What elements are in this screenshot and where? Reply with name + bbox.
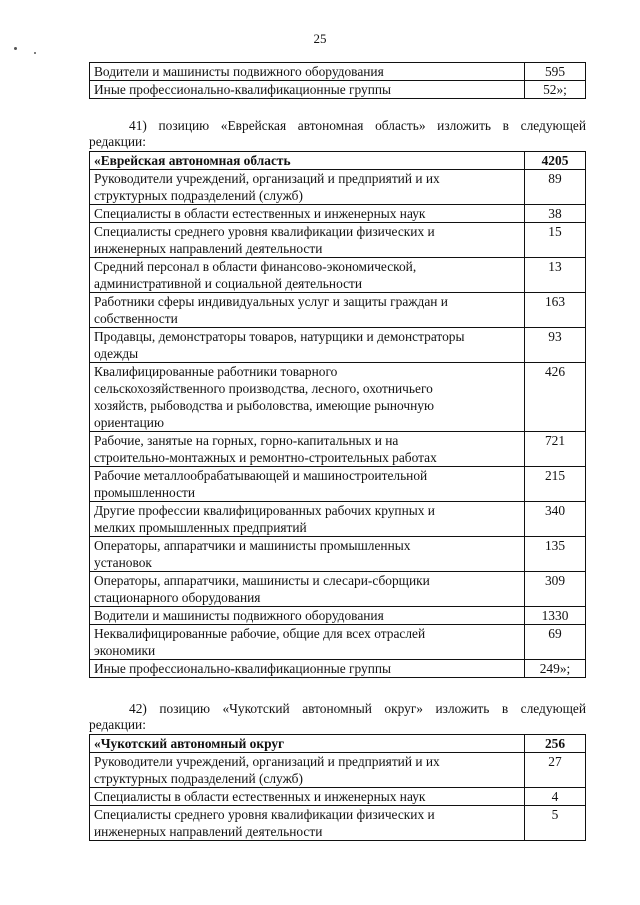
- table-row: [90, 81, 586, 99]
- row-label: [90, 607, 525, 625]
- row-label-line: установок: [94, 555, 152, 570]
- section-41-intro-continued: редакции:: [89, 134, 146, 149]
- row-label-line: ориентацию: [94, 415, 164, 430]
- row-label-line: Специалисты в области естественных и инженерных наук: [94, 206, 426, 221]
- row-value: 249»;: [525, 660, 586, 678]
- row-label-line: Операторы, аппаратчики и машинисты промышленных: [94, 538, 411, 553]
- row-value: 595: [525, 63, 586, 81]
- table-row: [90, 328, 586, 363]
- table-row: [90, 205, 586, 223]
- table-section-41: [89, 151, 586, 678]
- row-value: 89: [525, 170, 586, 205]
- row-label-line: промышленности: [94, 485, 196, 500]
- row-value: 93: [525, 328, 586, 363]
- row-label: [90, 660, 525, 678]
- row-label: [90, 572, 525, 607]
- table-row: [90, 363, 586, 432]
- table-header-row: [90, 735, 586, 753]
- section-42-intro: [89, 701, 586, 717]
- row-value: 15: [525, 223, 586, 258]
- table-row: [90, 502, 586, 537]
- row-label: [90, 170, 525, 205]
- region-name: «Чукотский автономный округ: [90, 735, 525, 753]
- row-label-line: хозяйств, рыбоводства и рыболовства, имеющие рыночную: [94, 398, 434, 413]
- row-value: 721: [525, 432, 586, 467]
- table-row: [90, 258, 586, 293]
- row-label-line: Другие профессии квалифицированных рабочих крупных и: [94, 503, 435, 518]
- row-label-line: Работники сферы индивидуальных услуг и защиты граждан и: [94, 294, 448, 309]
- row-label: [90, 806, 525, 841]
- table-continuation: [89, 62, 586, 99]
- intro-line: 42) позицию «Чукотский автономный округ» изложить в следующей: [129, 701, 586, 716]
- region-total: 256: [525, 735, 586, 753]
- row-label-line: стационарного оборудования: [94, 590, 261, 605]
- row-label: Водители и машинисты подвижного оборудования: [90, 63, 525, 81]
- row-label-line: Операторы, аппаратчики, машинисты и слесари-сборщики: [94, 573, 430, 588]
- row-label: [90, 258, 525, 293]
- table-section-42: [89, 734, 586, 841]
- table-row: [90, 170, 586, 205]
- row-label-line: Руководители учреждений, организаций и предприятий и их: [94, 754, 440, 769]
- table-row: [90, 537, 586, 572]
- row-label: [90, 537, 525, 572]
- region-name: «Еврейская автономная область: [90, 152, 525, 170]
- row-label-line: Квалифицированные работники товарного: [94, 364, 338, 379]
- row-label-line: Иные профессионально-квалификационные группы: [94, 661, 392, 676]
- row-label-line: Рабочие, занятые на горных, горно-капитальных и на: [94, 433, 399, 448]
- table-row: [90, 660, 586, 678]
- row-label-line: собственности: [94, 311, 178, 326]
- table-row: [90, 806, 586, 841]
- intro-line: 41) позицию «Еврейская автономная область» изложить в следующей: [129, 118, 586, 133]
- table-row: [90, 63, 586, 81]
- row-value: 1330: [525, 607, 586, 625]
- row-label-line: сельскохозяйственного производства, лесного, охотничьего: [94, 381, 433, 396]
- section-42-intro-continued: редакции:: [89, 717, 146, 732]
- row-label-line: инженерных направлений деятельности: [94, 241, 323, 256]
- row-value: 4: [525, 788, 586, 806]
- row-label-line: экономики: [94, 643, 156, 658]
- row-value: 13: [525, 258, 586, 293]
- row-label: [90, 753, 525, 788]
- row-value: 340: [525, 502, 586, 537]
- row-label-line: мелких промышленных предприятий: [94, 520, 307, 535]
- row-label-line: одежды: [94, 346, 139, 361]
- region-total: 4205: [525, 152, 586, 170]
- row-label-line: структурных подразделений (служб): [94, 771, 303, 786]
- section-41-intro: [89, 118, 586, 134]
- row-label: [90, 625, 525, 660]
- row-label: [90, 205, 525, 223]
- row-label-line: Специалисты в области естественных и инженерных наук: [94, 789, 426, 804]
- row-value: 27: [525, 753, 586, 788]
- row-value: 135: [525, 537, 586, 572]
- row-value: 163: [525, 293, 586, 328]
- row-value: 5: [525, 806, 586, 841]
- row-label-line: Специалисты среднего уровня квалификации физических и: [94, 224, 435, 239]
- scan-speck: [34, 52, 36, 54]
- row-label: [90, 363, 525, 432]
- table-row: [90, 432, 586, 467]
- row-label-line: Водители и машинисты подвижного оборудования: [94, 608, 384, 623]
- row-label-line: Специалисты среднего уровня квалификации физических и: [94, 807, 435, 822]
- row-label: [90, 293, 525, 328]
- row-label: [90, 467, 525, 502]
- row-value: 426: [525, 363, 586, 432]
- row-value: 215: [525, 467, 586, 502]
- row-label-line: Неквалифицированные рабочие, общие для всех отраслей: [94, 626, 426, 641]
- table-row: [90, 753, 586, 788]
- table-row: [90, 293, 586, 328]
- row-label-line: административной и социальной деятельности: [94, 276, 363, 291]
- row-label-line: инженерных направлений деятельности: [94, 824, 323, 839]
- row-label: [90, 223, 525, 258]
- row-label: [90, 432, 525, 467]
- table-row: [90, 788, 586, 806]
- row-label-line: Средний персонал в области финансово-экономической,: [94, 259, 417, 274]
- row-label: [90, 788, 525, 806]
- row-value: 38: [525, 205, 586, 223]
- table-header-row: [90, 152, 586, 170]
- row-label-line: Продавцы, демонстраторы товаров, натурщики и демонстраторы: [94, 329, 465, 344]
- scan-speck: [14, 47, 17, 50]
- row-label: [90, 502, 525, 537]
- row-value: 69: [525, 625, 586, 660]
- row-label-line: структурных подразделений (служб): [94, 188, 303, 203]
- row-label-line: Руководители учреждений, организаций и предприятий и их: [94, 171, 440, 186]
- page-number: 25: [313, 31, 327, 46]
- table-row: [90, 625, 586, 660]
- table-row: [90, 223, 586, 258]
- table-row: [90, 607, 586, 625]
- row-label: Иные профессионально-квалификационные группы: [90, 81, 525, 99]
- row-label: [90, 328, 525, 363]
- row-label-line: Рабочие металлообрабатывающей и машиностроительной: [94, 468, 428, 483]
- table-row: [90, 467, 586, 502]
- row-value: 52»;: [525, 81, 586, 99]
- row-label-line: строительно-монтажных и ремонтно-строительных работах: [94, 450, 437, 465]
- row-value: 309: [525, 572, 586, 607]
- table-row: [90, 572, 586, 607]
